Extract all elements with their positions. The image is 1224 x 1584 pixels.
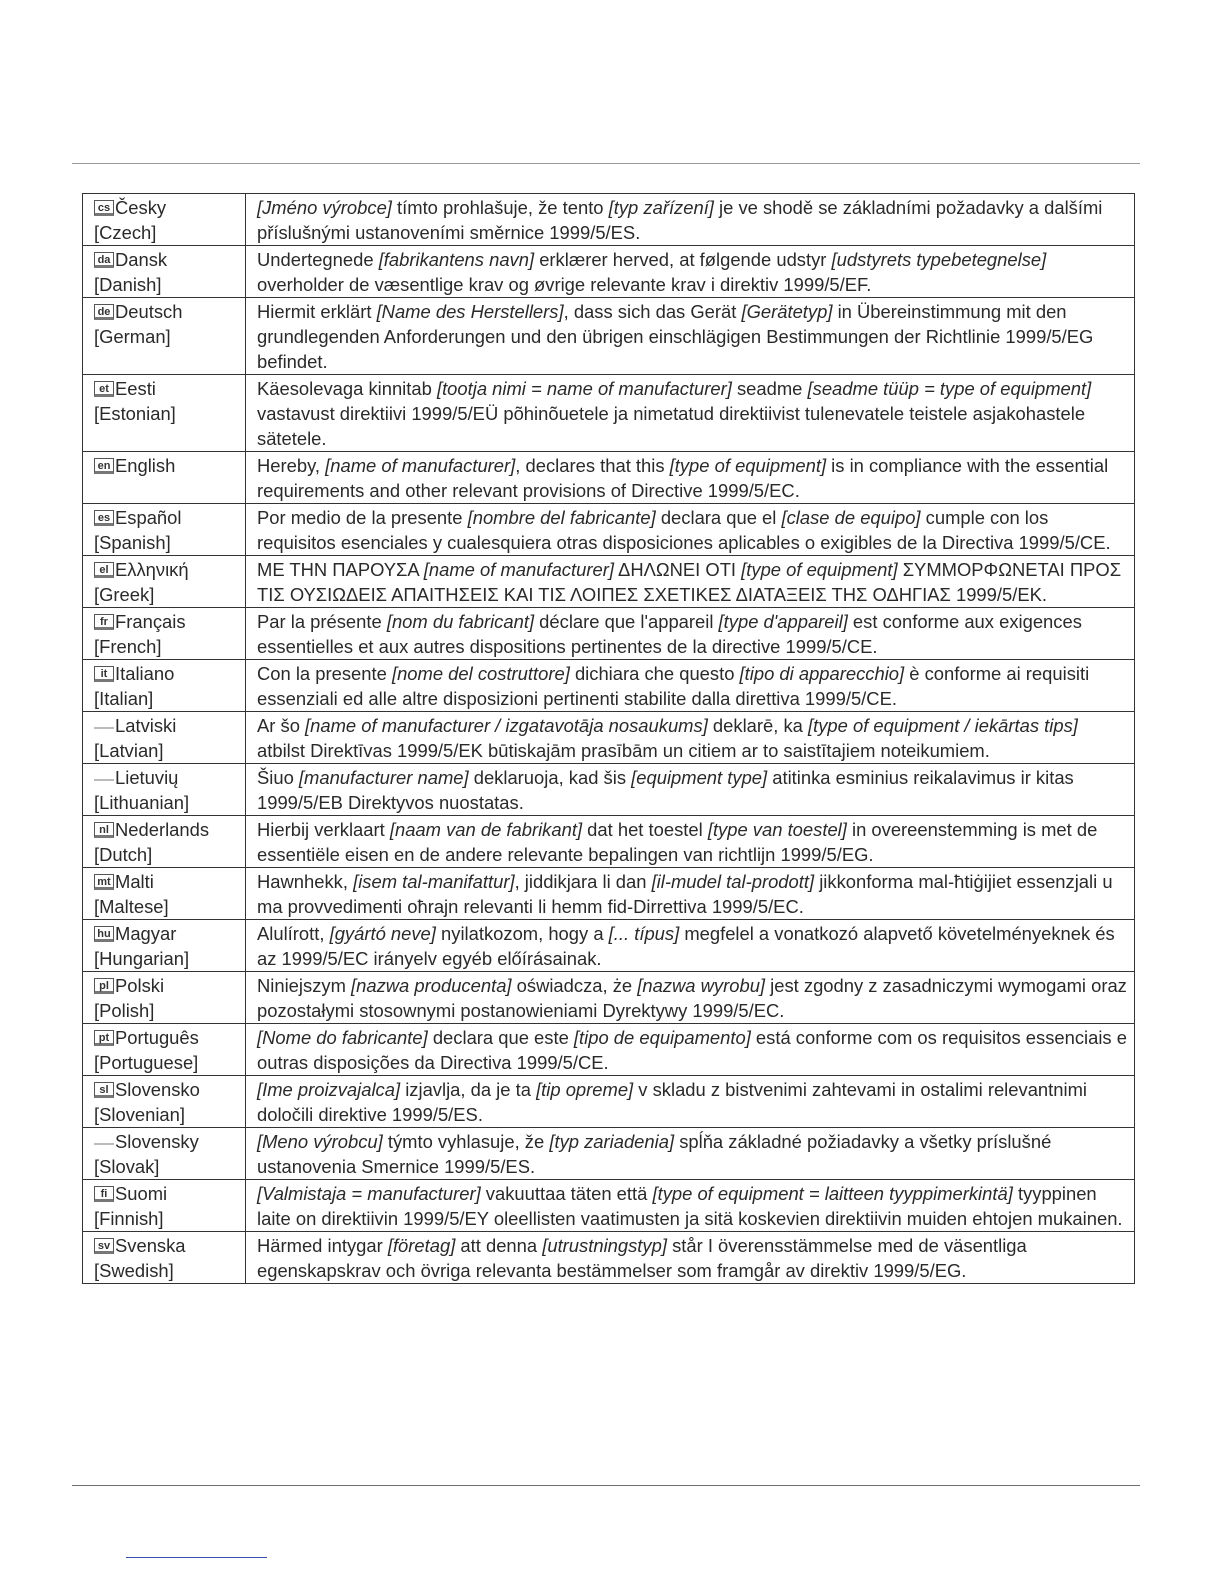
declaration-text (246, 1180, 1135, 1232)
declaration-text (246, 298, 1135, 375)
table-row (83, 1076, 1135, 1128)
table-row (83, 1128, 1135, 1180)
declaration-segment: Šiuo (257, 767, 299, 788)
language-cell (83, 712, 246, 764)
placeholder-text: [naam van de fabrikant] (389, 819, 583, 840)
declaration-segment: spĺňa základné požiadavky a všetky príslušné ustanovenia Smernice 1999/5/ES. (257, 1131, 1052, 1177)
declaration-text (246, 608, 1135, 660)
language-cell (83, 1076, 246, 1128)
language-english-name: [Estonian] (94, 403, 176, 424)
table-row (83, 868, 1135, 920)
language-cell (83, 504, 246, 556)
language-code-icon: es (94, 510, 114, 526)
placeholder-text: [Ime proizvajalca] (257, 1079, 401, 1100)
language-english-name: [Polish] (94, 1000, 155, 1021)
language-code-icon: da (94, 252, 114, 268)
declaration-text (246, 375, 1135, 452)
declaration-segment: , jiddikjara li dan (514, 871, 652, 892)
placeholder-text: [tootja nimi = name of manufacturer] (436, 378, 732, 399)
declaration-segment: jikkonforma mal-ħtiġijiet essenzjali u ma provvedimenti oħrajn relevanti li hemm fid-Dirrettiva 1999/5/EC. (257, 871, 1113, 917)
placeholder-text: [tipo di apparecchio] (739, 663, 905, 684)
placeholder-text: [nome del costruttore] (391, 663, 570, 684)
declaration-segment: is in compliance with the essential requirements and other relevant provisions of Directive 1999/5/EC. (257, 455, 1109, 501)
language-cell (83, 246, 246, 298)
declaration-segment: dichiara che questo (569, 663, 740, 684)
language-code-icon: fi (94, 1186, 114, 1202)
language-english-name: [Lithuanian] (94, 792, 190, 813)
language-cell (83, 1024, 246, 1076)
placeholder-text: [Name des Herstellers] (376, 301, 564, 322)
language-native-name: Eesti (115, 378, 156, 399)
declaration-text (246, 1076, 1135, 1128)
language-code-icon: fr (94, 614, 114, 630)
declaration-text (246, 452, 1135, 504)
declaration-text (246, 660, 1135, 712)
declaration-segment: vakuuttaa täten että (480, 1183, 653, 1204)
language-cell (83, 556, 246, 608)
placeholder-text: [företag] (387, 1235, 456, 1256)
table-row (83, 764, 1135, 816)
declaration-text (246, 194, 1135, 246)
declaration-segment: att denna (455, 1235, 543, 1256)
language-code-icon: el (94, 562, 114, 578)
language-native-name: Ελληνική (115, 559, 189, 580)
language-code-icon (94, 765, 114, 781)
language-code-icon: et (94, 381, 114, 397)
placeholder-text: [type van toestel] (707, 819, 847, 840)
declaration-segment: står I överensstämmelse med de väsentliga egenskapskrav och övriga relevanta bestämmelser som framgår av direktiv 1999/5/EG. (257, 1235, 1027, 1281)
placeholder-text: [Gerätetyp] (741, 301, 833, 322)
placeholder-text: [fabrikantens navn] (378, 249, 535, 270)
table-row (83, 972, 1135, 1024)
declaration-text (246, 712, 1135, 764)
footer-link-underline[interactable] (126, 1557, 267, 1558)
declaration-rows (83, 194, 1135, 1284)
language-native-name: Slovensko (115, 1079, 200, 1100)
declaration-segment: Alulírott, (257, 923, 330, 944)
placeholder-text: [Valmistaja = manufacturer] (257, 1183, 481, 1204)
declaration-segment: nyilatkozom, hogy a (435, 923, 609, 944)
declaration-segment: declara que el (655, 507, 782, 528)
language-native-name: Español (115, 507, 182, 528)
placeholder-text: [tip opreme] (536, 1079, 634, 1100)
declaration-segment: ΣΥΜΜΟΡΦΩΝΕΤΑΙ ΠΡΟΣ ΤΙΣ ΟΥΣΙΩΔΕΙΣ ΑΠΑΙΤΗΣΕΙΣ ΚΑΙ ΤΙΣ ΛΟΙΠΕΣ ΣΧΕΤΙΚΕΣ ΔΙΑΤΑΞΕΙΣ ΤΗΣ ΟΔΗΓΙΑΣ 1999/5/ΕΚ. (257, 559, 1122, 605)
placeholder-text: [typ zariadenia] (549, 1131, 675, 1152)
placeholder-text: [type of equipment] (669, 455, 827, 476)
language-code-icon: de (94, 304, 114, 320)
table-row (83, 660, 1135, 712)
placeholder-text: [typ zařízení] (608, 197, 714, 218)
placeholder-text: [Jméno výrobce] (257, 197, 392, 218)
language-english-name: [Dutch] (94, 844, 153, 865)
language-cell (83, 298, 246, 375)
declaration-segment: atbilst Direktīvas 1999/5/EK būtiskajām prasībām un citiem ar to saistītajiem noteikumiem. (257, 740, 990, 761)
placeholder-text: [type of equipment = laitteen tyyppimerkintä] (652, 1183, 1013, 1204)
declaration-segment: Härmed intygar (257, 1235, 388, 1256)
declaration-segment: deklarē, ka (707, 715, 808, 736)
declaration-text (246, 764, 1135, 816)
language-native-name: Français (115, 611, 186, 632)
language-native-name: Nederlands (115, 819, 210, 840)
declaration-segment: ΜΕ ΤΗΝ ΠΑΡΟΥΣΑ (257, 559, 424, 580)
declaration-segment: in overeenstemming is met de essentiële eisen en de andere relevante bepalingen van richtlijn 1999/5/EG. (257, 819, 1098, 865)
declaration-text (246, 556, 1135, 608)
language-english-name: [Czech] (94, 222, 157, 243)
language-english-name: [Hungarian] (94, 948, 190, 969)
language-native-name: Slovensky (115, 1131, 199, 1152)
declaration-segment: jest zgodny z zasadniczymi wymogami oraz pozostałymi stosownymi postanowieniami Dyrektywy 1999/5/EC. (257, 975, 1127, 1021)
declaration-text (246, 920, 1135, 972)
language-code-icon: nl (94, 822, 114, 838)
language-english-name: [French] (94, 636, 162, 657)
language-cell (83, 608, 246, 660)
declaration-segment: vastavust direktiivi 1999/5/EÜ põhinõuetele ja nimetatud direktiivist tulenevatele teistele asjakohastele sätetele. (257, 403, 1086, 449)
language-code-icon: en (94, 458, 114, 474)
language-code-icon (94, 713, 114, 729)
declaration-segment: Con la presente (257, 663, 392, 684)
language-native-name: Latviski (115, 715, 177, 736)
table-row (83, 556, 1135, 608)
declaration-segment: Hereby, (257, 455, 326, 476)
language-code-icon: pt (94, 1030, 114, 1046)
table-row (83, 712, 1135, 764)
table-row (83, 246, 1135, 298)
language-native-name: Suomi (115, 1183, 168, 1204)
placeholder-text: [Nome do fabricante] (257, 1027, 428, 1048)
language-native-name: Italiano (115, 663, 175, 684)
declaration-segment: atitinka esminius reikalavimus ir kitas 1999/5/EB Direktyvos nuostatas. (257, 767, 1074, 813)
declaration-segment: erklærer herved, at følgende udstyr (534, 249, 832, 270)
declaration-text (246, 868, 1135, 920)
language-code-icon: it (94, 666, 114, 682)
language-code-icon (94, 1129, 114, 1145)
language-code-icon: hu (94, 926, 114, 942)
language-native-name: English (115, 455, 176, 476)
table-row (83, 452, 1135, 504)
language-cell (83, 660, 246, 712)
language-cell (83, 1180, 246, 1232)
table-row (83, 920, 1135, 972)
table-row (83, 608, 1135, 660)
declaration-text (246, 246, 1135, 298)
language-english-name: [Danish] (94, 274, 162, 295)
placeholder-text: [gyártó neve] (329, 923, 436, 944)
declaration-segment: cumple con los requisitos esenciales y cualesquiera otras disposiciones aplicables o exigibles de la Directiva 1999/5/CE. (257, 507, 1111, 553)
declaration-text (246, 1232, 1135, 1284)
declaration-segment: oświadcza, że (511, 975, 638, 996)
declaration-segment: dat het toestel (582, 819, 708, 840)
language-english-name: [German] (94, 326, 171, 347)
language-native-name: Česky (115, 197, 167, 218)
table-row (83, 298, 1135, 375)
placeholder-text: [equipment type] (631, 767, 768, 788)
declaration-segment: Undertegnede (257, 249, 379, 270)
placeholder-text: [clase de equipo] (781, 507, 921, 528)
language-english-name: [Latvian] (94, 740, 164, 761)
declaration-table (82, 193, 1135, 1284)
declaration-segment: týmto vyhlasuje, že (382, 1131, 550, 1152)
language-english-name: [Italian] (94, 688, 154, 709)
declaration-text (246, 504, 1135, 556)
language-cell (83, 1128, 246, 1180)
language-cell (83, 1232, 246, 1284)
language-english-name: [Slovak] (94, 1156, 160, 1177)
declaration-segment: declara que este (427, 1027, 574, 1048)
language-native-name: Deutsch (115, 301, 183, 322)
declaration-segment: è conforme ai requisiti essenziali ed alle altre disposizioni pertinenti stabilite dalla direttiva 1999/5/CE. (257, 663, 1090, 709)
placeholder-text: [manufacturer name] (298, 767, 469, 788)
language-english-name: [Finnish] (94, 1208, 164, 1229)
declaration-text (246, 816, 1135, 868)
language-code-icon: sv (94, 1238, 114, 1254)
language-cell (83, 764, 246, 816)
language-native-name: Lietuvių (115, 767, 179, 788)
table-row (83, 1024, 1135, 1076)
declaration-segment: está conforme com os requisitos essenciais e outras disposições da Directiva 1999/5/CE. (257, 1027, 1127, 1073)
placeholder-text: [nazwa wyrobu] (637, 975, 766, 996)
declaration-segment: Hawnhekk, (257, 871, 354, 892)
declaration-segment: seadme (731, 378, 808, 399)
language-code-icon: pl (94, 978, 114, 994)
placeholder-text: [name of manufacturer] (325, 455, 516, 476)
declaration-segment: Par la présente (257, 611, 387, 632)
placeholder-text: [... típus] (608, 923, 680, 944)
declaration-text (246, 1128, 1135, 1180)
language-english-name: [Maltese] (94, 896, 169, 917)
placeholder-text: [nombre del fabricante] (467, 507, 656, 528)
declaration-segment: ΔΗΛΩΝΕΙ ΟΤΙ (613, 559, 742, 580)
declaration-segment: izjavlja, da je ta (400, 1079, 537, 1100)
placeholder-text: [nom du fabricant] (386, 611, 535, 632)
placeholder-text: [Meno výrobcu] (257, 1131, 383, 1152)
language-code-icon: sl (94, 1082, 114, 1098)
declaration-segment: deklaruoja, kad šis (468, 767, 632, 788)
language-code-icon: cs (94, 200, 114, 216)
language-cell (83, 452, 246, 504)
declaration-segment: Hiermit erklärt (257, 301, 377, 322)
declaration-text (246, 1024, 1135, 1076)
placeholder-text: [seadme tüüp = type of equipment] (807, 378, 1092, 399)
declaration-segment: déclare que l'appareil (534, 611, 719, 632)
language-cell (83, 194, 246, 246)
language-native-name: Português (115, 1027, 199, 1048)
table-row (83, 1180, 1135, 1232)
language-native-name: Svenska (115, 1235, 186, 1256)
placeholder-text: [udstyrets typebetegnelse] (831, 249, 1047, 270)
placeholder-text: [il-mudel tal-prodott] (651, 871, 815, 892)
placeholder-text: [type d'appareil] (718, 611, 848, 632)
language-cell (83, 920, 246, 972)
table-row (83, 1232, 1135, 1284)
language-cell (83, 816, 246, 868)
declaration-segment: Ar šo (257, 715, 306, 736)
language-cell (83, 868, 246, 920)
declaration-segment: Por medio de la presente (257, 507, 468, 528)
language-cell (83, 972, 246, 1024)
declaration-segment: in Übereinstimmung mit den grundlegenden Anforderungen und den übrigen einschlägigen Bestimmungen der Richtlinie 1999/5/EG befindet. (257, 301, 1094, 372)
table-row (83, 194, 1135, 246)
declaration-segment: overholder de væsentlige krav og øvrige relevante krav i direktiv 1999/5/EF. (257, 274, 872, 295)
language-english-name: [Swedish] (94, 1260, 174, 1281)
declaration-segment: tyyppinen laite on direktiivin 1999/5/EY oleellisten vaatimusten ja sitä koskevien direktiivin muiden ehtojen mukainen. (257, 1183, 1123, 1229)
language-english-name: [Slovenian] (94, 1104, 185, 1125)
language-native-name: Dansk (115, 249, 168, 270)
language-english-name: [Portuguese] (94, 1052, 199, 1073)
language-native-name: Magyar (115, 923, 177, 944)
language-code-icon: mt (94, 874, 114, 890)
language-native-name: Polski (115, 975, 165, 996)
placeholder-text: [type of equipment / iekārtas tips] (808, 715, 1078, 736)
language-english-name: [Greek] (94, 584, 155, 605)
declaration-segment: , declares that this (515, 455, 670, 476)
placeholder-text: [utrustningstyp] (542, 1235, 667, 1256)
declaration-segment: Niniejszym (257, 975, 352, 996)
table-row (83, 816, 1135, 868)
declaration-segment: Käesolevaga kinnitab (257, 378, 437, 399)
header-rule (72, 163, 1140, 164)
declaration-segment: Hierbij verklaart (257, 819, 390, 840)
declaration-segment: , dass sich das Gerät (563, 301, 742, 322)
language-cell (83, 375, 246, 452)
placeholder-text: [type of equipment] (741, 559, 898, 580)
language-english-name: [Spanish] (94, 532, 171, 553)
declaration-segment: tímto prohlašuje, že tento (391, 197, 609, 218)
placeholder-text: [nazwa producenta] (351, 975, 512, 996)
footer-rule (72, 1485, 1140, 1486)
declaration-segment: je ve shodě se základními požadavky a dalšími příslušnými ustanoveními směrnice 1999/5/ES. (257, 197, 1103, 243)
placeholder-text: [name of manufacturer] (423, 559, 614, 580)
table-row (83, 375, 1135, 452)
declaration-segment: est conforme aux exigences essentielles et aux autres dispositions pertinentes de la directive 1999/5/CE. (257, 611, 1082, 657)
placeholder-text: [name of manufacturer / izgatavotāja nosaukums] (305, 715, 708, 736)
language-native-name: Malti (115, 871, 154, 892)
declaration-segment: megfelel a vonatkozó alapvető követelményeknek és az 1999/5/EC irányelv egyéb előírásainak. (257, 923, 1115, 969)
placeholder-text: [tipo de equipamento] (573, 1027, 751, 1048)
table-row (83, 504, 1135, 556)
declaration-text (246, 972, 1135, 1024)
placeholder-text: [isem tal-manifattur] (353, 871, 515, 892)
declaration-segment: v skladu z bistvenimi zahtevami in ostalimi relevantnimi določili direktive 1999/5/ES. (257, 1079, 1087, 1125)
